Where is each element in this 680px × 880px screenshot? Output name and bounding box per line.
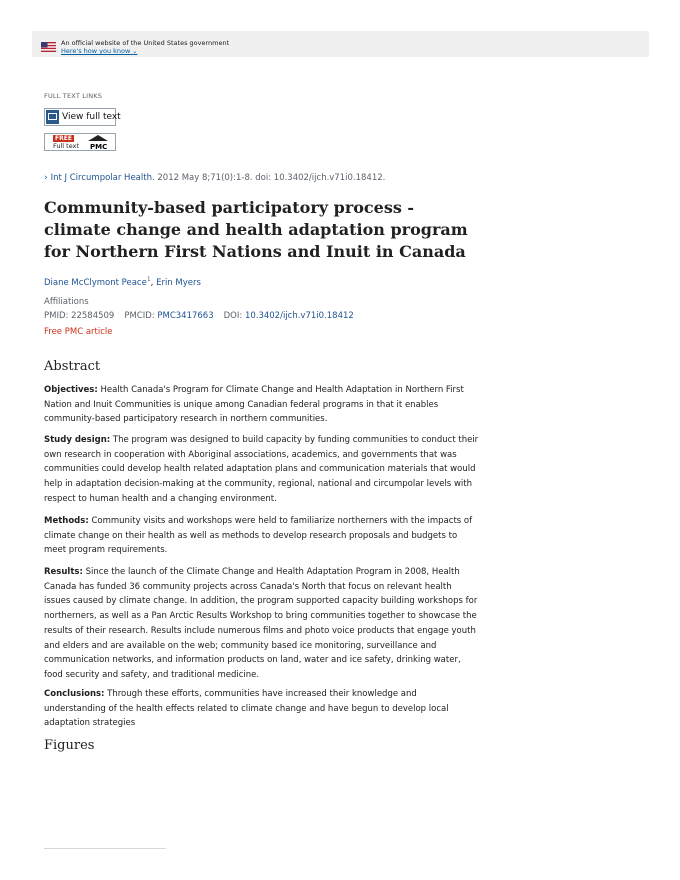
- abstract-objectives: [44, 383, 480, 427]
- article-title: Community-based participatory process - climate change and health adaptation program for Northern First Nations and Inuit in Canada: [44, 198, 468, 261]
- objectives-label: Objectives:: [44, 385, 98, 395]
- pmc-full-text-label: Full text: [53, 142, 80, 150]
- pmid-value: 22584509: [71, 311, 115, 321]
- author-list: [44, 276, 201, 288]
- abstract-methods: [44, 514, 480, 558]
- pmcid-label: PMCID:: [124, 311, 158, 321]
- gov-banner-text: An official website of the United States government: [61, 39, 230, 47]
- objectives-text: Health Canada's Program for Climate Change and Health Adaptation in Northern First Nation and Inuit Communities is unique among Canadian federal programs in that it enables community-based participatory research in northern communities.: [44, 385, 464, 425]
- heres-how-you-know-link[interactable]: [61, 47, 137, 55]
- affiliation-marker[interactable]: 1: [146, 276, 151, 283]
- conclusions-label: Conclusions:: [44, 689, 105, 699]
- doi-link[interactable]: 10.3402/ijch.v71i0.18412: [244, 311, 354, 321]
- full-text-logo-icon: [46, 110, 59, 124]
- conclusions-text: Through these efforts, communities have increased their knowledge and understanding of the health effects related to climate change and have begun to develop local adaptation strategies: [44, 689, 449, 729]
- view-full-text-button[interactable]: [44, 108, 121, 126]
- free-pmc-article-link[interactable]: Free PMC article: [44, 327, 113, 337]
- pmc-logo-icon: [87, 135, 109, 150]
- figures-heading: Figures: [44, 738, 95, 753]
- pmcid-link[interactable]: PMC3417663: [157, 311, 214, 321]
- affiliations-toggle[interactable]: Affiliations: [44, 297, 89, 307]
- methods-text: Community visits and workshops were held to familiarize northerners with the impacts of climate change on their health as well as methods to develop research proposals and budgets to meet program requirements.: [44, 516, 473, 556]
- us-flag-icon: [41, 37, 56, 47]
- identifiers: [44, 311, 354, 321]
- results-label: Results:: [44, 567, 83, 577]
- author-separator: ,: [150, 277, 157, 288]
- study-design-label: Study design:: [44, 435, 111, 445]
- view-full-text-label: View full text: [62, 112, 121, 122]
- pmc-free-full-text-button[interactable]: [44, 133, 116, 151]
- abstract-conclusions: [44, 687, 480, 731]
- pmc-free-badge: FREE: [55, 135, 72, 142]
- chevron-right-icon[interactable]: ›: [44, 173, 48, 183]
- abstract-heading: Abstract: [44, 359, 101, 374]
- journal-link[interactable]: Int J Circumpolar Health: [50, 173, 152, 183]
- heres-how-you-know-label: Here's how you know: [61, 47, 131, 55]
- author-link[interactable]: Diane McClymont Peace: [44, 277, 147, 288]
- author-link[interactable]: Erin Myers: [156, 277, 201, 288]
- methods-label: Methods:: [44, 516, 89, 526]
- pmc-logo-text: PMC: [90, 143, 108, 151]
- results-text: Since the launch of the Climate Change and Health Adaptation Program in 2008, Health Canada has funded 36 community projects across Canada's North that focus on relevant health issues caused by climate change. In addition, the program supported capacity building workshops for northerners, as well as a Pan Arctic Results Workshop to bring communities together to showcase the results of their research. Results include numerous films and photo voice products that engage youth and elders and are available on the web; community based ice monitoring, surveillance and communication networks, and information products on land, water and ice safety, drinking water, food security and safety, and traditional medicine.: [44, 567, 478, 680]
- study-design-text: The program was designed to build capacity by funding communities to conduct their own research in cooperation with Aboriginal associations, academics, and governments that was communities could develop health related adaptation plans and communication materials that would help in adaptation decision-making at the community, regional, national and circumpolar levels with respect to human health and a changing environment.: [44, 435, 479, 504]
- doi-label: DOI:: [223, 311, 245, 321]
- chevron-down-icon: ⌄: [132, 48, 138, 55]
- abstract-results: [44, 565, 480, 683]
- pmid-label: PMID:: [44, 311, 72, 321]
- full-text-links-label: FULL TEXT LINKS: [44, 92, 103, 100]
- divider: [44, 848, 166, 849]
- citation-details: . 2012 May 8;71(0):1-8. doi: 10.3402/ijch.v71i0.18412.: [151, 173, 386, 183]
- abstract-study-design: [44, 433, 480, 507]
- gov-banner: [32, 31, 649, 57]
- citation: [44, 173, 385, 183]
